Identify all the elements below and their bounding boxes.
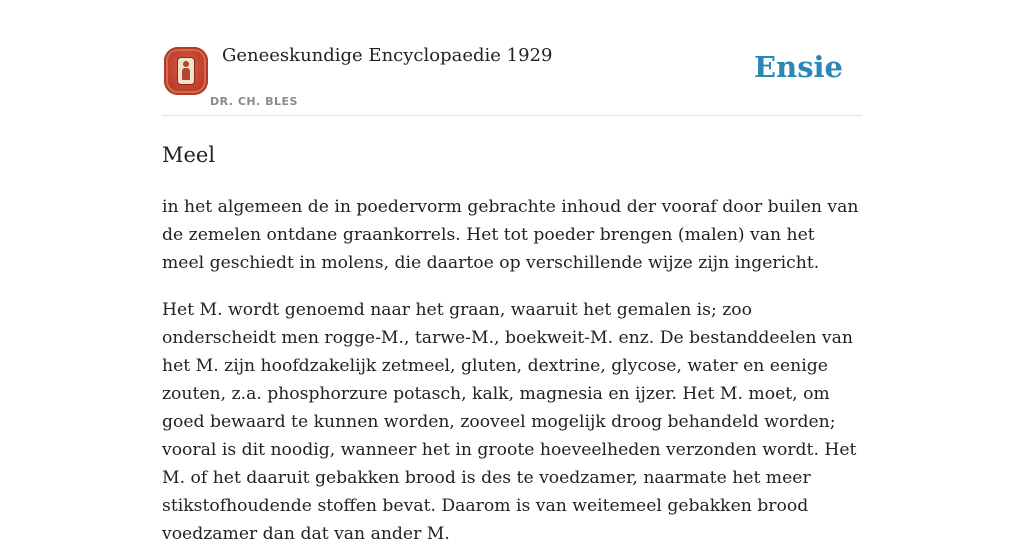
cover-emblem — [178, 58, 194, 84]
entry-title: Meel — [162, 143, 216, 167]
entry-paragraph: in het algemeen de in poedervorm gebrachte inhoud der vooraf door builen van de zemelen ontdane graankorrels. Het tot poeder brengen (malen) van het meel geschiedt in molens, die daartoe op verschillende wijze zijn ingericht. — [162, 197, 859, 273]
book-cover-icon[interactable] — [164, 47, 208, 95]
entry-body — [162, 193, 862, 548]
book-author[interactable]: DR. CH. BLES — [210, 95, 298, 108]
brand-logo[interactable]: Ensie — [754, 50, 843, 84]
header — [162, 0, 862, 116]
content-column — [162, 0, 862, 548]
book-title[interactable]: Geneeskundige Encyclopaedie 1929 — [222, 45, 553, 66]
entry-paragraph: Het M. wordt genoemd naar het graan, waaruit het gemalen is; zoo onderscheidt men rogge-M., tarwe-M., boekweit-M. enz. De bestanddeelen van het M. zijn hoofdzakelijk zetmeel, gluten, dextrine, glycose, water en eenige zouten, z.a. phosphorzure potasch, kalk, magnesia en ijzer. Het M. moet, om goed bewaard te kunnen worden, zooveel mogelijk droog behandeld worden; vooral is dit noodig, wanneer het in groote hoeveelheden verzonden wordt. Het M. of het daaruit gebakken brood is des te voedzamer, naarmate het meer stikstofhoudende stoffen bevat. Daarom is van weitemeel gebakken brood voedzamer dan dat van ander M. — [162, 300, 857, 544]
